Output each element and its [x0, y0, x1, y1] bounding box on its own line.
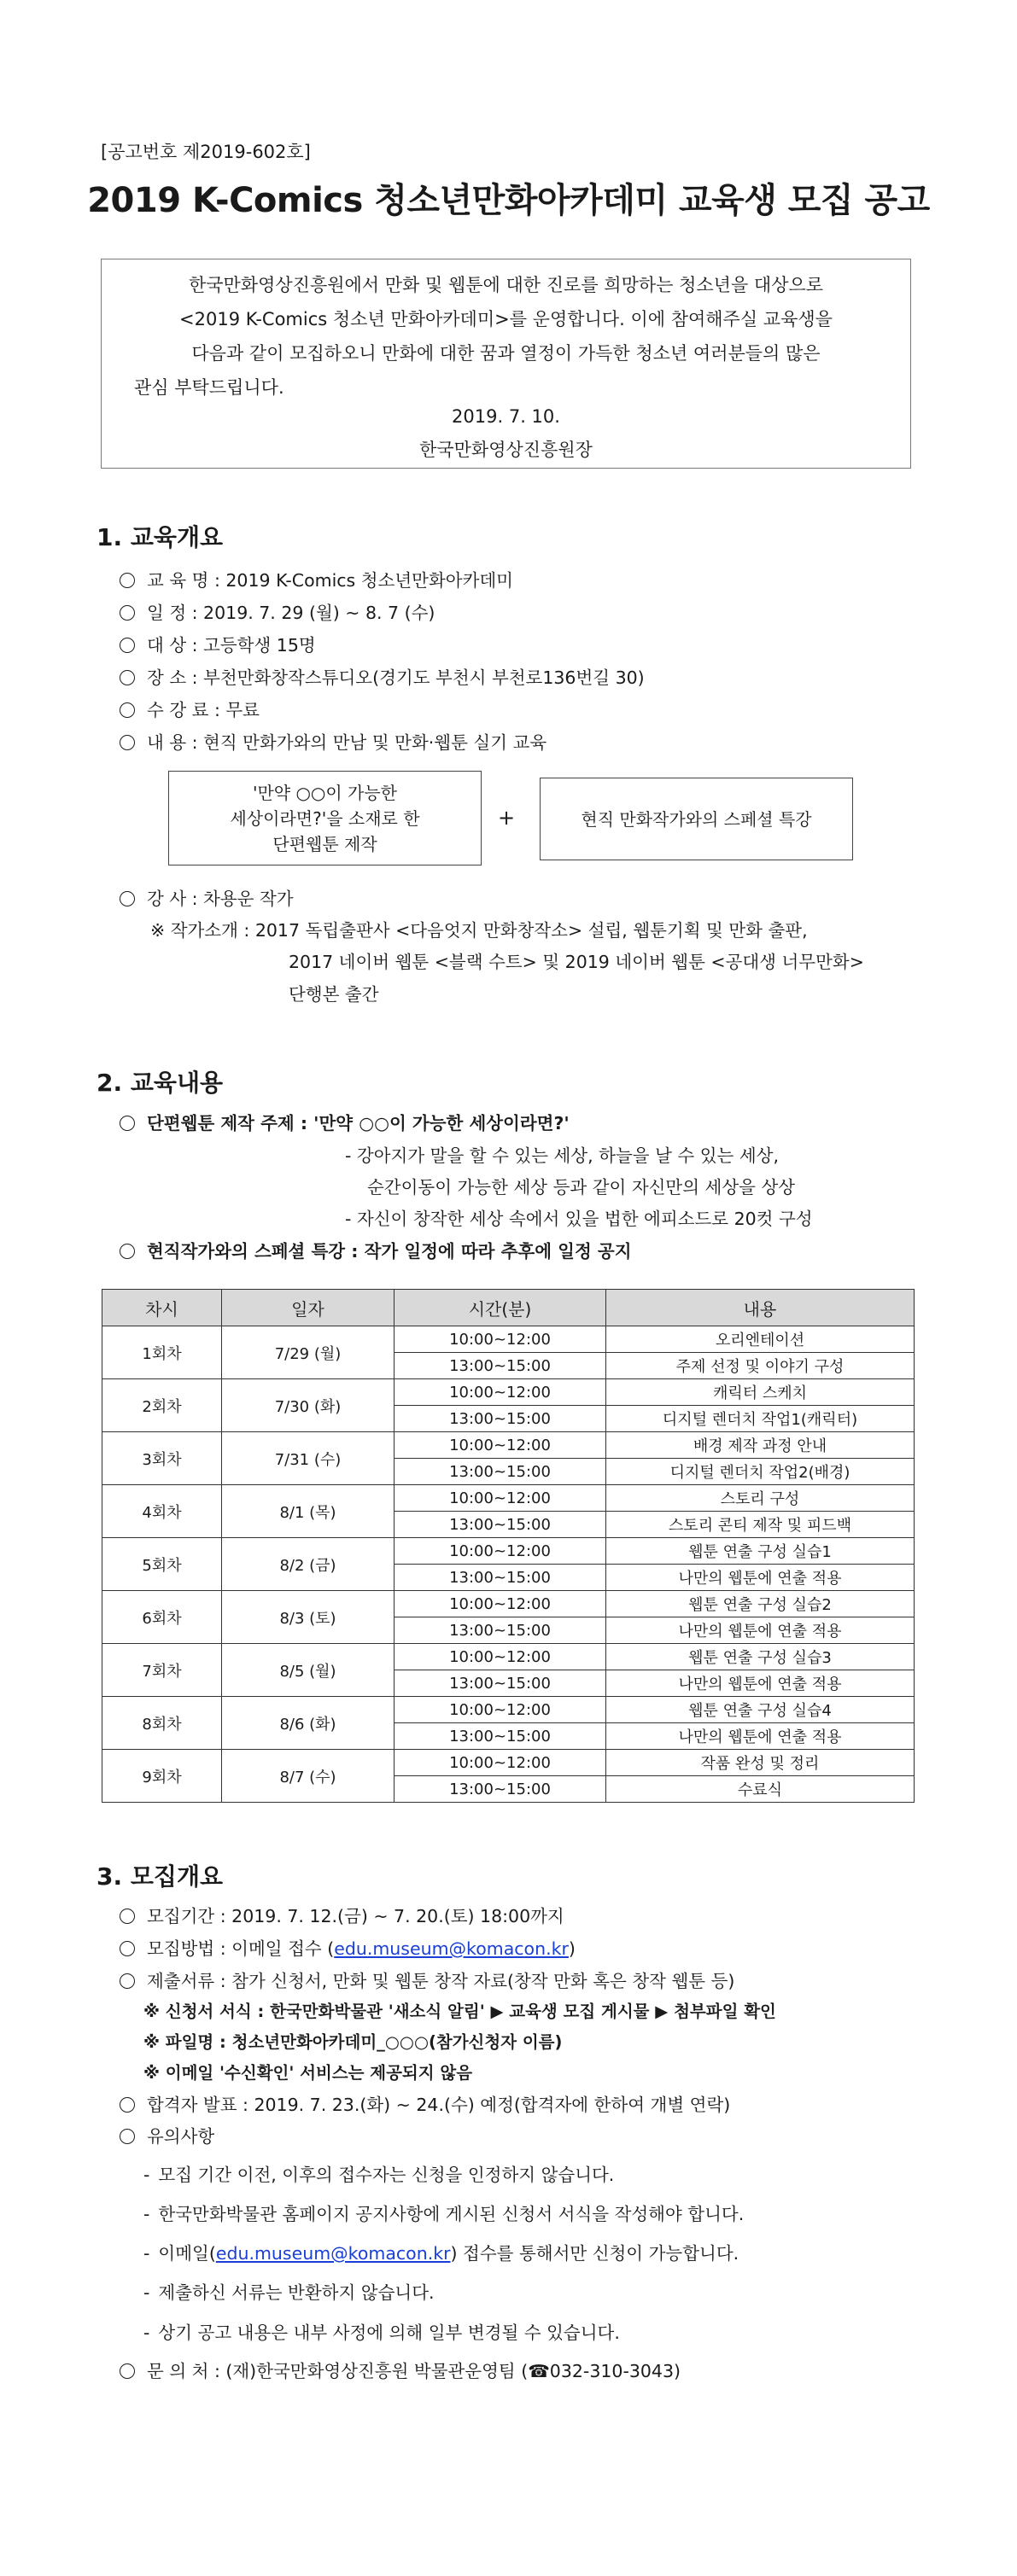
table-row [102, 1591, 915, 1617]
time-cell: 10:00~12:00 [395, 1591, 606, 1617]
circle-bullet-icon [120, 1244, 135, 1259]
table-row [102, 1432, 915, 1459]
session-cell: 3회차 [102, 1432, 222, 1485]
schedule-table [102, 1289, 915, 1803]
topic: 단편웹툰 제작 주제 : '만약 ○○이 가능한 세상이라면?' [120, 1109, 570, 1134]
column-header: 내용 [606, 1290, 915, 1326]
topic-detail: 순간이동이 가능한 세상 등과 같이 자신만의 세상을 상상 [367, 1177, 796, 1198]
content-cell: 웹툰 연출 구성 실습2 [606, 1591, 915, 1617]
circle-bullet-icon [120, 605, 135, 621]
caution-item: - 이메일(edu.museum@komacon.kr) 접수를 통해서만 신청이 가능합니다. [143, 2243, 739, 2264]
content-cell: 웹툰 연출 구성 실습4 [606, 1697, 915, 1723]
table-row [102, 1326, 915, 1353]
content-cell: 웹툰 연출 구성 실습1 [606, 1538, 915, 1565]
time-cell: 10:00~12:00 [395, 1432, 606, 1459]
table-row [102, 1697, 915, 1723]
circle-bullet-icon [120, 1909, 135, 1924]
special-lecture: 현직작가와의 스페셜 특강 : 작가 일정에 따라 추후에 일정 공지 [120, 1237, 632, 1262]
course-box-line: '만약 ○○이 가능한 [252, 782, 398, 803]
recruit-period: 모집기간 : 2019. 7. 12.(금) ~ 7. 20.(토) 18:00까지 [120, 1902, 564, 1927]
date-cell: 7/29 (월) [222, 1326, 395, 1379]
time-cell: 13:00~15:00 [395, 1723, 606, 1750]
circle-bullet-icon [120, 2129, 135, 2144]
date-cell: 7/30 (화) [222, 1379, 395, 1432]
recruit-note: ※ 이메일 '수신확인' 서비스는 제공되지 않음 [143, 2063, 473, 2083]
content-cell: 웹툰 연출 구성 실습3 [606, 1644, 915, 1670]
column-header: 차시 [102, 1290, 222, 1326]
recruit-note: ※ 신청서 서식 : 한국만화박물관 '새소식 알림' ▶ 교육생 모집 게시물 ▶ 첨부파일 확인 [143, 2002, 776, 2021]
intro-line: 다음과 같이 모집하오니 만화에 대한 꿈과 열정이 가득한 청소년 여러분들의 많은 [191, 343, 821, 364]
intro-issuer: 한국만화영상진흥원장 [419, 440, 593, 460]
time-cell: 10:00~12:00 [395, 1750, 606, 1776]
circle-bullet-icon [120, 2363, 135, 2379]
circle-bullet-icon [120, 702, 135, 718]
circle-bullet-icon [120, 891, 135, 906]
circle-bullet-icon [120, 670, 135, 685]
content-cell: 주제 선정 및 이야기 구성 [606, 1353, 915, 1379]
session-cell: 4회차 [102, 1485, 222, 1538]
circle-bullet-icon [120, 1973, 135, 1989]
recruit-method: 모집방법 : 이메일 접수 (edu.museum@komacon.kr) [120, 1934, 576, 1960]
time-cell: 10:00~12:00 [395, 1538, 606, 1565]
topic-detail: - 강아지가 말을 할 수 있는 세상, 하늘을 날 수 있는 세상, [345, 1145, 779, 1166]
announcement: 합격자 발표 : 2019. 7. 23.(화) ~ 24.(수) 예정(합격자에 한하여 개별 연락) [120, 2090, 730, 2116]
session-cell: 9회차 [102, 1750, 222, 1803]
caution-item: - 한국만화박물관 홈페이지 공지사항에 게시된 신청서 서식을 작성해야 합니다. [143, 2204, 745, 2224]
table-row [102, 1379, 915, 1406]
caution-item: - 모집 기간 이전, 이후의 접수자는 신청을 인정하지 않습니다. [143, 2165, 615, 2185]
overview-item: 교 육 명 : 2019 K-Comics 청소년만화아카데미 [120, 566, 513, 592]
table-row [102, 1485, 915, 1512]
plus-sign: + [498, 806, 516, 830]
content-cell: 캐릭터 스케치 [606, 1379, 915, 1406]
intro-line: 관심 부탁드립니다. [134, 377, 284, 398]
course-box-line: 세상이라면?'을 소재로 한 [230, 807, 420, 829]
recruit-documents: 제출서류 : 참가 신청서, 만화 및 웹툰 창작 자료(창작 만화 혹은 창작 웹툰 등) [120, 1967, 734, 1992]
date-cell: 8/3 (토) [222, 1591, 395, 1644]
table-row [102, 1644, 915, 1670]
time-cell: 13:00~15:00 [395, 1406, 606, 1432]
content-cell: 디지털 렌더치 작업1(캐릭터) [606, 1406, 915, 1432]
time-cell: 13:00~15:00 [395, 1617, 606, 1644]
section1-heading: 1. 교육개요 [96, 523, 224, 551]
cautions-heading: 유의사항 [120, 2122, 214, 2148]
column-header: 시간(분) [395, 1290, 606, 1326]
date-cell: 8/5 (월) [222, 1644, 395, 1697]
time-cell: 13:00~15:00 [395, 1353, 606, 1379]
topic-value: '만약 ○○이 가능한 세상이라면?' [313, 1113, 570, 1134]
session-cell: 1회차 [102, 1326, 222, 1379]
content-cell: 나만의 웹툰에 연출 적용 [606, 1723, 915, 1750]
overview-item: 내 용 : 현직 만화가와의 만남 및 만화·웹툰 실기 교육 [120, 728, 546, 754]
date-cell: 7/31 (수) [222, 1432, 395, 1485]
column-header: 일자 [222, 1290, 395, 1326]
notice-number: [공고번호 제2019-602호] [101, 142, 311, 162]
overview-item: 수 강 료 : 무료 [120, 696, 260, 721]
time-cell: 13:00~15:00 [395, 1565, 606, 1591]
table-row [102, 1538, 915, 1565]
time-cell: 10:00~12:00 [395, 1485, 606, 1512]
session-cell: 2회차 [102, 1379, 222, 1432]
time-cell: 10:00~12:00 [395, 1697, 606, 1723]
course-box-line: 현직 만화작가와의 스페셜 특강 [581, 808, 812, 830]
circle-bullet-icon [120, 1941, 135, 1956]
table-header-row [102, 1290, 915, 1326]
date-cell: 8/6 (화) [222, 1697, 395, 1750]
contact: 문 의 처 : (재)한국만화영상진흥원 박물관운영팀 (☎032-310-3043) [120, 2357, 681, 2382]
course-box-special [540, 778, 853, 860]
date-cell: 8/2 (금) [222, 1538, 395, 1591]
session-cell: 6회차 [102, 1591, 222, 1644]
caution-item: - 제출하신 서류는 반환하지 않습니다. [143, 2282, 435, 2303]
section2-heading: 2. 교육내용 [96, 1069, 224, 1097]
time-cell: 10:00~12:00 [395, 1644, 606, 1670]
circle-bullet-icon [120, 735, 135, 750]
content-cell: 스토리 구성 [606, 1485, 915, 1512]
content-cell: 수료식 [606, 1776, 915, 1803]
caution-item: - 상기 공고 내용은 내부 사정에 의해 일부 변경될 수 있습니다. [143, 2322, 620, 2343]
date-cell: 8/7 (수) [222, 1750, 395, 1803]
time-cell: 13:00~15:00 [395, 1670, 606, 1697]
time-cell: 13:00~15:00 [395, 1459, 606, 1485]
instructor-bio-line: 2017 네이버 웹툰 <블랙 수트> 및 2019 네이버 웹툰 <공대생 너무만화> [289, 952, 864, 972]
circle-bullet-icon [120, 573, 135, 588]
overview-item: 대 상 : 고등학생 15명 [120, 631, 316, 656]
session-cell: 7회차 [102, 1644, 222, 1697]
email-link[interactable]: edu.museum@komacon.kr [334, 1938, 569, 1959]
time-cell: 10:00~12:00 [395, 1379, 606, 1406]
course-box-webtoon [168, 771, 482, 865]
content-cell: 배경 제작 과정 안내 [606, 1432, 915, 1459]
intro-line: <2019 K-Comics 청소년 만화아카데미>를 운영합니다. 이에 참여해주실 교육생을 [179, 309, 833, 329]
overview-item: 일 정 : 2019. 7. 29 (월) ~ 8. 7 (수) [120, 598, 435, 624]
instructor: 강 사 : 차용운 작가 [120, 884, 294, 910]
overview-item: 장 소 : 부천만화창작스튜디오(경기도 부천시 부천로136번길 30) [120, 663, 645, 689]
content-cell: 나만의 웹툰에 연출 적용 [606, 1617, 915, 1644]
content-cell: 작품 완성 및 정리 [606, 1750, 915, 1776]
content-cell: 스토리 콘티 제작 및 피드백 [606, 1512, 915, 1538]
intro-box [101, 259, 911, 469]
table-row [102, 1750, 915, 1776]
content-cell: 나만의 웹툰에 연출 적용 [606, 1565, 915, 1591]
recruit-note: ※ 파일명 : 청소년만화아카데미_○○○(참가신청자 이름) [143, 2032, 563, 2052]
session-cell: 5회차 [102, 1538, 222, 1591]
instructor-bio-line: ※ 작가소개 : 2017 독립출판사 <다음엇지 만화창작소> 설립, 웹툰기획 및 만화 출판, [150, 920, 808, 941]
content-cell: 디지털 렌더치 작업2(배경) [606, 1459, 915, 1485]
section3-heading: 3. 모집개요 [96, 1862, 224, 1891]
circle-bullet-icon [120, 638, 135, 653]
circle-bullet-icon [120, 1116, 135, 1131]
page-title: 2019 K-Comics 청소년만화아카데미 교육생 모집 공고 [87, 181, 930, 220]
time-cell: 10:00~12:00 [395, 1326, 606, 1353]
email-link[interactable]: edu.museum@komacon.kr [215, 2243, 451, 2264]
instructor-bio-line: 단행본 출간 [289, 984, 379, 1005]
content-cell: 오리엔테이션 [606, 1326, 915, 1353]
circle-bullet-icon [120, 2097, 135, 2113]
time-cell: 13:00~15:00 [395, 1512, 606, 1538]
course-box-line: 단편웹툰 제작 [272, 833, 377, 854]
topic-detail: - 자신이 창작한 세상 속에서 있을 법한 에피소드로 20컷 구성 [345, 1209, 813, 1229]
session-cell: 8회차 [102, 1697, 222, 1750]
content-cell: 나만의 웹툰에 연출 적용 [606, 1670, 915, 1697]
intro-date: 2019. 7. 10. [452, 406, 560, 427]
intro-line: 한국만화영상진흥원에서 만화 및 웹툰에 대한 진로를 희망하는 청소년을 대상으로 [188, 275, 824, 295]
date-cell: 8/1 (목) [222, 1485, 395, 1538]
time-cell: 13:00~15:00 [395, 1776, 606, 1803]
